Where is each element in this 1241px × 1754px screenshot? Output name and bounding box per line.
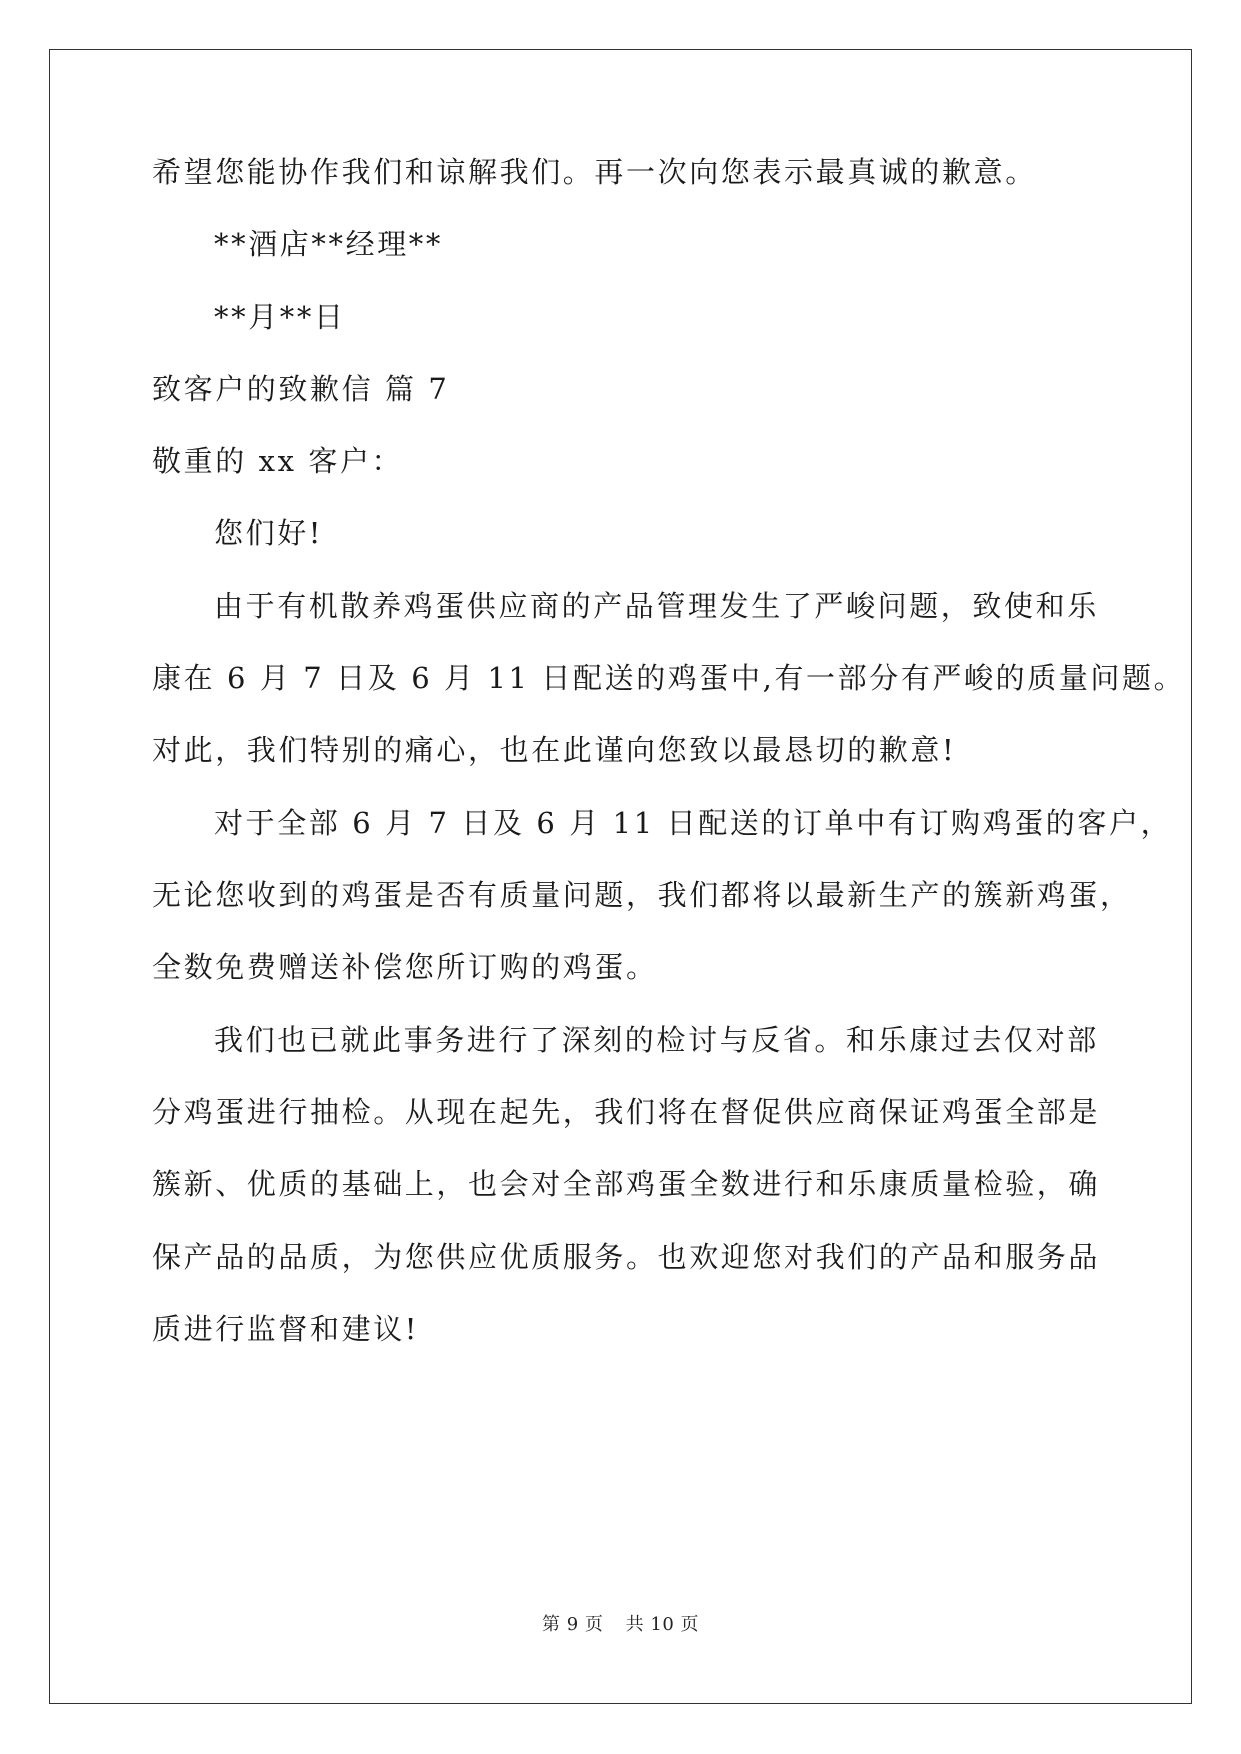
body-line: 康在 6 月 7 日及 6 月 11 日配送的鸡蛋中,有一部分有严峻的质量问题。 — [152, 661, 1186, 695]
body-line: 全数免费赠送补偿您所订购的鸡蛋。 — [152, 950, 658, 984]
salutation: 敬重的 xx 客户： — [152, 444, 404, 478]
body-line: 由于有机散养鸡蛋供应商的产品管理发生了严峻问题，致使和乐 — [214, 589, 1099, 623]
body-line: 希望您能协作我们和谅解我们。再一次向您表示最真诚的歉意。 — [152, 155, 1037, 189]
body-line: 对于全部 6 月 7 日及 6 月 11 日配送的订单中有订购鸡蛋的客户， — [214, 806, 1173, 840]
page-number-current: 第 9 页 — [542, 1614, 604, 1635]
body-line: 对此，我们特别的痛心，也在此谨向您致以最恳切的歉意! — [152, 733, 957, 767]
page-footer — [0, 1613, 1241, 1637]
signature-hotel-manager: **酒店**经理** — [214, 227, 444, 261]
body-line: 簇新、优质的基础上，也会对全部鸡蛋全数进行和乐康质量检验，确 — [152, 1167, 1101, 1201]
signature-date: **月**日 — [214, 300, 346, 334]
body-line: 质进行监督和建议! — [152, 1312, 420, 1346]
body-line: 分鸡蛋进行抽检。从现在起先，我们将在督促供应商保证鸡蛋全部是 — [152, 1095, 1101, 1129]
body-line: 我们也已就此事务进行了深刻的检讨与反省。和乐康过去仅对部 — [214, 1023, 1099, 1057]
greeting: 您们好! — [214, 516, 324, 550]
section-title: 致客户的致歉信 篇 7 — [152, 372, 450, 406]
body-line: 无论您收到的鸡蛋是否有质量问题，我们都将以最新生产的簇新鸡蛋， — [152, 878, 1132, 912]
page-number-total: 共 10 页 — [625, 1614, 699, 1635]
body-line: 保产品的品质，为您供应优质服务。也欢迎您对我们的产品和服务品 — [152, 1240, 1101, 1274]
